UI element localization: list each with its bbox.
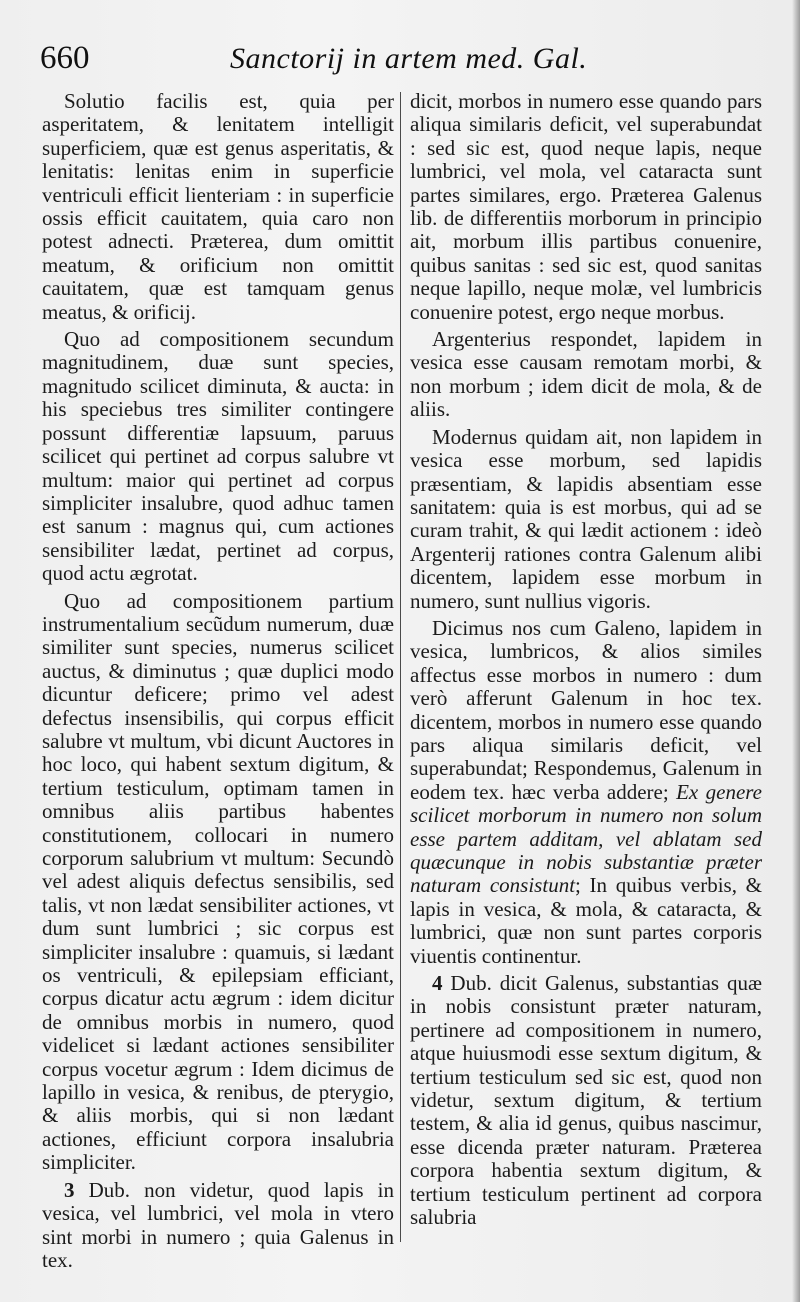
right-paragraph-5 <box>410 972 762 1229</box>
running-head: Sanctorij in artem med. Gal. <box>230 42 588 75</box>
left-paragraph-3: Quo ad compositionem partium instrumentalium secũdum numerum, duæ similiter sunt species, numerus scilicet auctus, & diminutus ; quæ duplici modo dicuntur deficere; primo vel adest defectus insensibilis, qui corpus efficit salubre vt multum, vbi dicunt Auctores in hoc loco, qui habent sextum digitum, & tertium testiculum, optimam tamen in omnibus aliis partibus habentes constitutionem, collocari in numero corporum salubrium vt multum: Secundò vel adest aliquis defectus sensibilis, sed talis, vt non lædat sensibiliter actiones, vt dum sunt lumbrici ; sic corpus est simpliciter insalubre : quamuis, si lædant os ventriculi, & epilepsiam efficiant, corpus dicatur actu ægrum : idem dicitur de omnibus morbis in numero, quod videlicet si lædant actiones sensibiliter corpus vocetur ægrum : Idem dicimus de lapillo in vesica, & renibus, de pterygio, & aliis morbis, qui si non lædant actiones, efficiunt corpora insalubria simpliciter. <box>42 588 394 1175</box>
right-paragraph-4-part-b: ; In quibus verbis, & lapis in vesica, & mola, & cataracta, & lumbrici, quæ non sunt partes corporis viuentis continentur. <box>410 873 762 968</box>
right-paragraph-3: Modernus quidam ait, non lapidem in vesica esse morbum, sed lapidis præsentiam, & lapidis absentiam esse sanitatem: quia is est morbus, qui ad se curam trahit, & qui lædit actionem : ideò Argenterij rationes contra Galenum alibi dicentem, lapidem esse morbum in numero, sunt nullius vigoris. <box>410 424 762 613</box>
right-paragraph-4 <box>410 617 762 968</box>
right-paragraph-5-text: Dub. dicit Galenus, substantias quæ in nobis consistunt præter naturam, pertinere ad compositionem in numero, atque huiusmodi esse sextum digitum, & tertium testiculum sed sic est, quod non videtur, sextum digitum, & tertium testem, & alia id genus, quibus nascimur, esse dicenda præter naturam. Præterea corpora habentia sextum digitum, & tertium testiculum pertinent ad corpora salubria <box>410 971 762 1230</box>
page-number: 660 <box>40 40 90 76</box>
right-column <box>410 90 762 1234</box>
right-paragraph-2: Argenterius respondet, lapidem in vesica esse causam remotam morbi, & non morbum ; idem dicit de mola, & de aliis. <box>410 327 762 422</box>
column-divider <box>400 92 401 1242</box>
left-paragraph-4 <box>42 1179 394 1273</box>
doubt-number-4: 4 <box>432 971 443 996</box>
left-column <box>42 90 394 1276</box>
left-paragraph-4-text: Dub. non videtur, quod lapis in vesica, vel lumbrici, vel mola in vtero sint morbi in numero ; quia Galenus in tex. <box>42 1177 395 1272</box>
galen-quotation: Ex genere scilicet morborum in numero non solum esse partem additam, vel ablatam sed quæcunque in nobis substantiæ præter naturam consistunt <box>410 779 762 898</box>
doubt-number-3: 3 <box>64 1177 75 1202</box>
left-paragraph-1: Solutio facilis est, quia per asperitatem, & lenitatem intelligit superficiem, quæ est genus asperitatis, & lenitatis: lenitas enim in superficie ventriculi efficit lienteriam : in superficie ossis efficit cauitatem, quia caro non potest adnecti. Præterea, dum omittit meatum, & orificium non omittit cauitatem, quæ est tamquam genus meatus, & orificij. <box>42 89 394 324</box>
right-paragraph-4-part-a: Dicimus nos cum Galeno, lapidem in vesica, lumbricos, & alios similes affectus esse morbos in numero : dum verò afferunt Galenum in hoc tex. dicentem, morbos in numero esse quando pars aliqua similaris deficit, vel superabundat; Respondemus, Galenum in eodem tex. hæc verba addere; <box>410 615 762 804</box>
left-paragraph-2: Quo ad compositionem secundum magnitudinem, duæ sunt species, magnitudo scilicet diminuta, & aucta: in his speciebus tres similiter contingere possunt differentiæ lapsuum, paruus scilicet qui pertinet ad corpus salubre vt multum: maior qui pertinet ad corpus simpliciter insalubre, quod adhuc tamen est sanum : magnus qui, cum actiones sensibiliter lædat, pertinet ad corpus, quod actu ægrotat. <box>42 327 394 586</box>
page-header <box>40 40 780 88</box>
right-paragraph-1: dicit, morbos in numero esse quando pars aliqua similaris deficit, vel superabundat : sed sic est, quod neque lapis, neque lumbrici, vel mola, vel cataracta sunt partes similares, ergo. Præterea Galenus lib. de differentiis morborum in principio ait, morbum illis partibus conuenire, quibus sanitas : sed sic est, quod sanitas neque lapillo, neque molæ, vel lumbricis conuenire potest, ergo neque morbus. <box>410 89 762 324</box>
